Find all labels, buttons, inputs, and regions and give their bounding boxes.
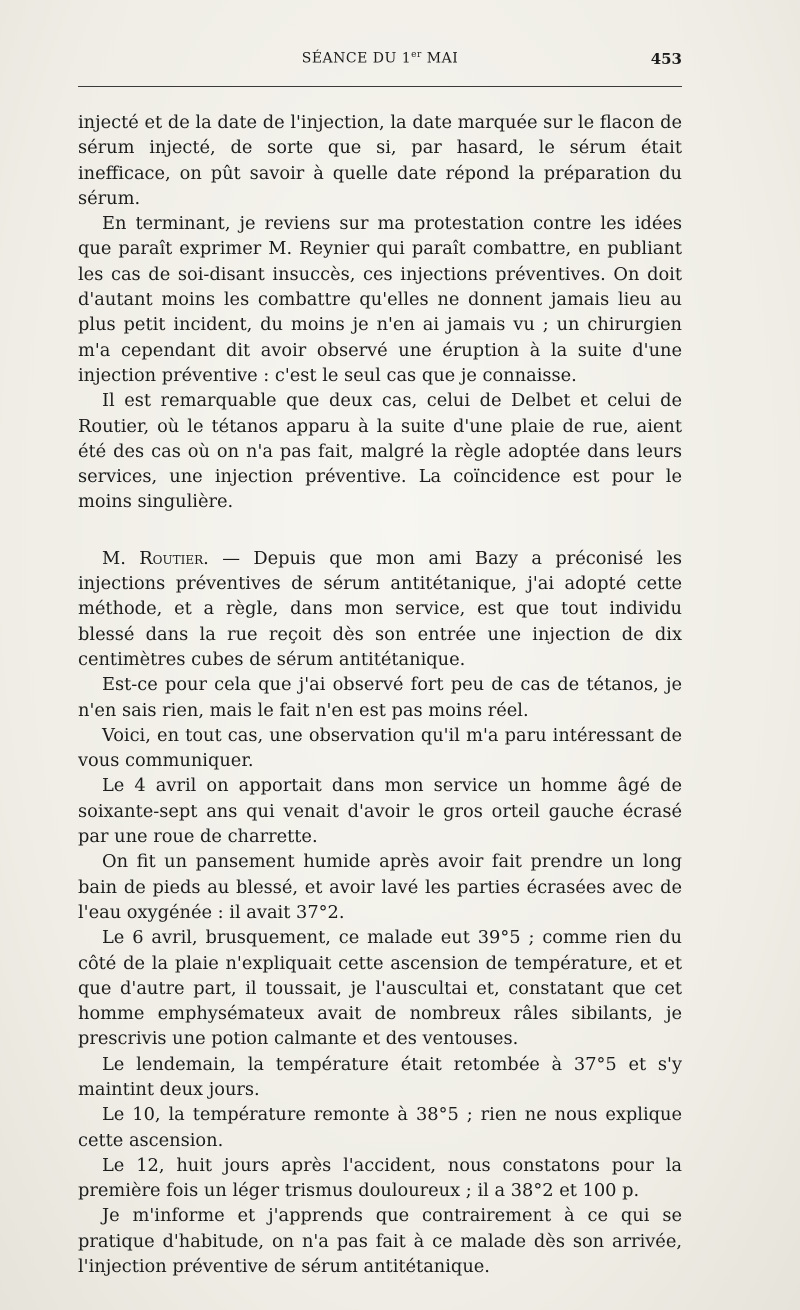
speaker-text: — Depuis que mon ami Bazy a préconisé les injections préventives de sérum antitétanique, j'ai adopté cette méthode, et a règle, dans mon service, est que tout individu blessé dans la rue reçoit dès son entrée une injection de dix centimètres cubes de sérum antitétanique. (78, 547, 682, 670)
paragraph: Voici, en tout cas, une observation qu'il m'a paru intéressant de vous communiquer. (78, 724, 682, 772)
running-head (78, 50, 682, 67)
running-head-superscript: er (411, 50, 422, 60)
paragraph: Le 10, la température remonte à 38°5 ; rien ne nous explique cette ascension. (78, 1104, 682, 1151)
paragraph: Le 4 avril on apportait dans mon service un homme âgé de soixante-sept ans qui venait d'avoir le gros orteil gauche écrasé par une roue de charrette. (78, 775, 682, 848)
paragraph: Je m'informe et j'apprends que contrairement à ce qui se pratique d'habitude, on n'a pas fait à ce malade dès son arrivée, l'injection préventive de sérum antitétanique. (78, 1205, 682, 1278)
body-text (78, 110, 682, 1279)
paragraph-speaker (78, 546, 682, 672)
speaker-name: M. Routier. (102, 547, 209, 569)
paragraph: Est-ce pour cela que j'ai observé fort peu de cas de tétanos, je n'en sais rien, mais le fait n'en est pas moins réel. (78, 674, 682, 721)
section-gap (78, 515, 682, 546)
paragraph: On fit un pansement humide après avoir fait prendre un long bain de pieds au blessé, et avoir lavé les parties écrasées avec de l'eau oxygénée : il avait 37°2. (78, 851, 682, 923)
header-rule (78, 86, 682, 87)
running-head-main: SÉANCE DU 1 (301, 50, 412, 67)
paragraph: En terminant, je reviens sur ma protestation contre les idées que paraît exprimer M. Reynier qui paraît combattre, en publiant les cas de soi-disant insuccès, ces injections préventives. On doit d'autant moins les combattre qu'elles ne donnent jamais lieu au plus petit incident, du moins je n'en ai jamais vu ; un chirurgien m'a cependant dit avoir observé une éruption à la suite d'une injection préventive : c'est le seul cas que je connaisse. (78, 213, 682, 386)
page-number: 453 (650, 50, 682, 68)
paragraph: Le 6 avril, brusquement, ce malade eut 39°5 ; comme rien du côté de la plaie n'expliquait cette ascension de température, et et que d'autre part, il toussait, je l'auscultai et, constatant que cet homme emphysémateux avait de nombreux râles sibilants, je prescrivis une potion calmante et des ventouses. (78, 927, 682, 1050)
paragraph: injecté et de la date de l'injection, la date marquée sur le flacon de sérum injecté, de sorte que si, par hasard, le sérum était inefficace, on pût savoir à quelle date répond la préparation du sérum. (78, 112, 682, 209)
paragraph: Le lendemain, la température était retombée à 37°5 et s'y maintint deux jours. (78, 1053, 682, 1100)
running-head-month: MAI (421, 50, 459, 67)
page-header (78, 50, 682, 76)
paragraph: Le 12, huit jours après l'accident, nous constatons pour la première fois un léger trismus douloureux ; il a 38°2 et 100 p. (78, 1154, 682, 1202)
paragraph: Il est remarquable que deux cas, celui de Delbet et celui de Routier, où le tétanos apparu à la suite d'une plaie de rue, aient été des cas où on n'a pas fait, malgré la règle adoptée dans leurs services, une injection préventive. La coïncidence est pour le moins singulière. (78, 390, 682, 513)
